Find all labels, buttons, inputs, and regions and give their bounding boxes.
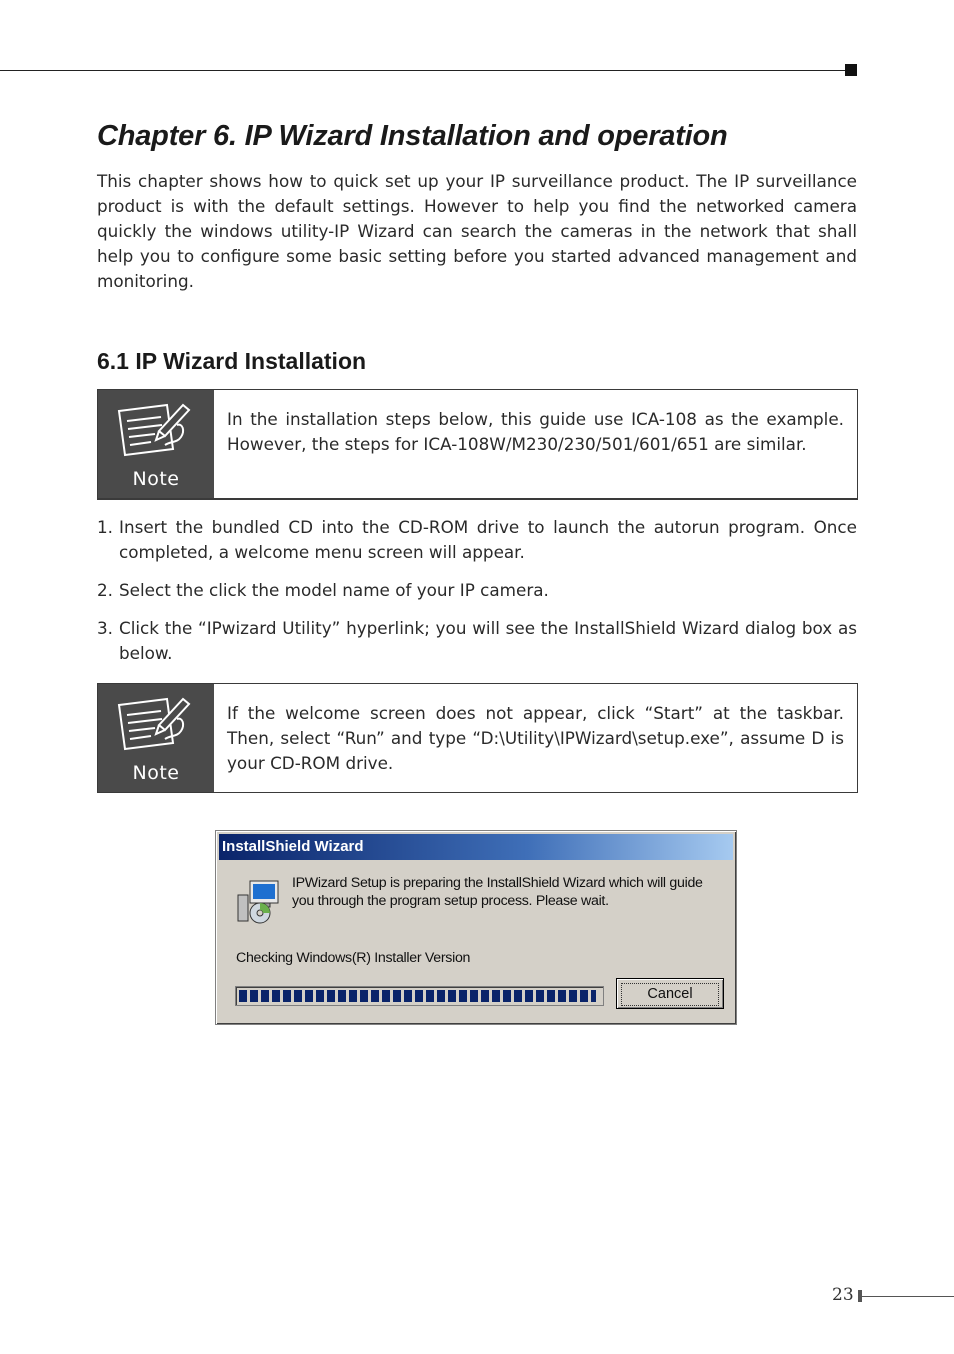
note-text: If the welcome screen does not appear, click “Start” at the taskbar. Then, select “Run” and type “D:\Utility\IPWizard\setup.exe”, assume D is your CD-ROM drive. bbox=[227, 703, 844, 773]
note-sidebar bbox=[98, 684, 214, 792]
note-label: Note bbox=[132, 468, 180, 490]
footer-rule bbox=[862, 1296, 954, 1297]
section-title: 6.1 IP Wizard Installation bbox=[97, 348, 367, 374]
step-item bbox=[97, 616, 857, 666]
step-item bbox=[97, 515, 857, 565]
chapter-intro: This chapter shows how to quick set up your IP surveillance product. The IP surveillance product is with the default settings. However to help you find the networked camera quickly the windows utility-IP Wizard can search the cameras in the network that shall help you to configure some basic setting before you started advanced management and monitoring. bbox=[97, 171, 857, 291]
note-box-2 bbox=[97, 683, 858, 793]
dialog-status-text: Checking Windows(R) Installer Version bbox=[236, 950, 471, 966]
step-text: Select the click the model name of your IP camera. bbox=[119, 580, 549, 600]
progress-fill bbox=[239, 990, 596, 1002]
setup-computer-cd-icon bbox=[234, 879, 282, 925]
step-text: Insert the bundled CD into the CD-ROM drive to launch the autorun program. Once completed, a welcome menu screen will appear. bbox=[119, 517, 857, 562]
step-number: 2. bbox=[97, 580, 114, 600]
header-rule bbox=[0, 70, 846, 71]
step-text: Click the “IPwizard Utility” hyperlink; you will see the InstallShield Wizard dialog box as below. bbox=[119, 618, 857, 663]
note-sidebar bbox=[98, 390, 214, 498]
step-item bbox=[97, 578, 857, 603]
installation-steps bbox=[97, 515, 857, 666]
note-pen-icon bbox=[115, 401, 195, 459]
step-number: 3. bbox=[97, 618, 114, 638]
installshield-dialog bbox=[215, 830, 737, 1025]
dialog-titlebar[interactable]: InstallShield Wizard bbox=[219, 834, 733, 860]
note-pen-icon bbox=[115, 695, 195, 753]
install-progress-bar bbox=[235, 986, 604, 1006]
note-text: In the installation steps below, this guide use ICA-108 as the example. However, the steps for ICA-108W/M230/230/501/601/651 are similar. bbox=[227, 409, 844, 454]
chapter-title: Chapter 6. IP Wizard Installation and operation bbox=[97, 120, 728, 152]
cancel-button[interactable] bbox=[616, 978, 724, 1009]
note-label: Note bbox=[132, 762, 180, 784]
page-number: 23 bbox=[832, 1285, 854, 1305]
step-number: 1. bbox=[97, 517, 114, 537]
note-box-1 bbox=[97, 389, 858, 500]
dialog-message: IPWizard Setup is preparing the InstallShield Wizard which will guide you through the program setup process. Please wait. bbox=[292, 875, 703, 909]
cancel-button-label: Cancel bbox=[621, 983, 719, 1006]
header-square-mark bbox=[845, 64, 857, 76]
